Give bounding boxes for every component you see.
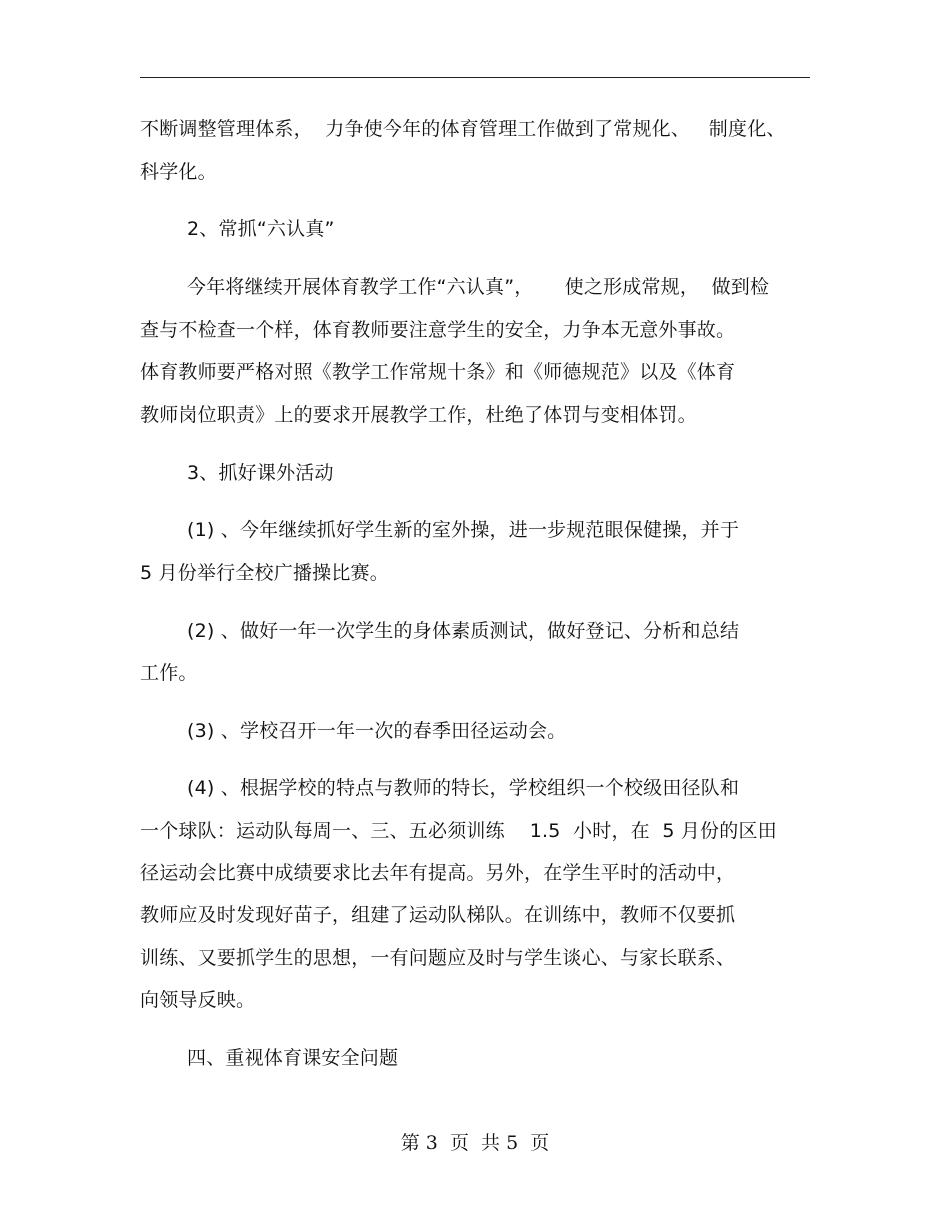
body-line: 向领导反映。: [140, 989, 256, 1011]
body-line: 5 月份举行全校广播操比赛。: [140, 562, 389, 584]
body-line: 教师应及时发现好苗子，组建了运动队梯队。在训练中，教师不仅要抓: [140, 904, 736, 926]
body-line: (2) 、做好一年一次学生的身体素质测试，做好登记、分析和总结: [187, 620, 740, 642]
body-line: 科学化。: [140, 161, 217, 183]
body-line: 训练、又要抓学生的思想，一有问题应及时与学生谈心、与家长联系、: [140, 947, 736, 969]
body-line: 体育教师要严格对照《教学工作常规十条》和《师德规范》以及《体育: [140, 361, 736, 383]
body-line: (4) 、根据学校的特点与教师的特长，学校组织一个校级田径队和: [187, 777, 740, 799]
page-number: 第 3 页 共 5 页: [400, 1132, 550, 1154]
section-heading: 四、重视体育课安全问题: [187, 1047, 399, 1069]
body-line: 教师岗位职责》上的要求开展教学工作，杜绝了体罚与变相体罚。: [140, 404, 697, 426]
body-line: 查与不检查一个样，体育教师要注意学生的安全，力争本无意外事故。: [140, 319, 736, 341]
section-heading: 2、常抓“六认真”: [187, 218, 335, 240]
body-line: (1) 、今年继续抓好学生新的室外操，进一步规范眼保健操，并于: [187, 519, 740, 541]
section-heading: 3、抓好课外活动: [187, 462, 334, 484]
body-line: 今年将继续开展体育教学工作“六认真”， 使之形成常规， 做到检: [187, 276, 770, 298]
body-line: 不断调整管理体系， 力争使今年的体育管理工作做到了常规化、 制度化、: [140, 118, 786, 140]
header-rule: [140, 77, 810, 78]
body-line: 一个球队：运动队每周一、三、五必须训练 1.5 小时，在 5 月份的区田: [140, 820, 777, 842]
body-line: 工作。: [140, 662, 198, 684]
body-line: (3) 、学校召开一年一次的春季田径运动会。: [187, 720, 567, 742]
body-line: 径运动会比赛中成绩要求比去年有提高。另外，在学生平时的活动中，: [140, 862, 736, 884]
